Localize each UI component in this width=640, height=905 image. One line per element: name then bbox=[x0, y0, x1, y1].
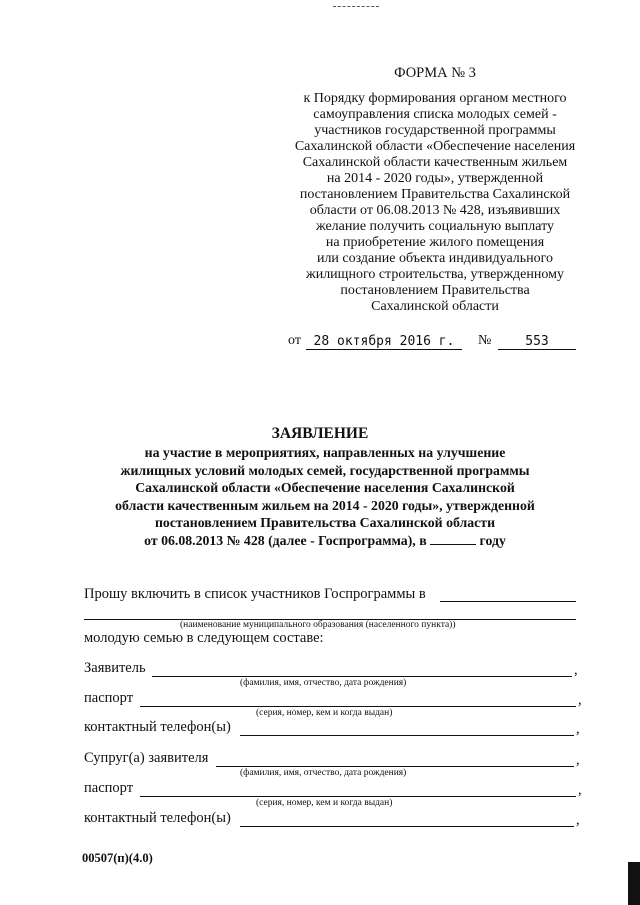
spouse-label: Супруг(а) заявителя bbox=[84, 750, 209, 766]
scan-mark bbox=[333, 6, 379, 7]
preamble-line: желание получить социальную выплату bbox=[315, 219, 555, 234]
preamble-line: жилищного строительства, утвержденному bbox=[306, 267, 564, 282]
family-text: молодую семью в следующем составе: bbox=[84, 630, 324, 646]
order-from-label: от bbox=[288, 333, 301, 348]
form-title: ФОРМА № 3 bbox=[394, 65, 476, 81]
order-date: 28 октября 2016 г. bbox=[306, 334, 462, 350]
preamble-line: участников государственной программы bbox=[314, 123, 556, 138]
preamble bbox=[283, 91, 587, 315]
preamble-line: постановлением Правительства Сахалинской bbox=[299, 187, 571, 202]
applicant-field-line[interactable] bbox=[152, 676, 572, 677]
preamble-line: Сахалинской области «Обеспечение населения bbox=[294, 139, 576, 154]
applicant-comma: , bbox=[574, 662, 578, 678]
order-number-label: № bbox=[478, 333, 492, 348]
applicant-hint: (фамилия, имя, отчество, дата рождения) bbox=[240, 678, 407, 688]
phone-comma-2: , bbox=[576, 812, 580, 828]
application-subtitle bbox=[60, 444, 590, 549]
order-number: 553 bbox=[498, 334, 576, 350]
subtitle-last-line bbox=[60, 532, 590, 550]
application-title: ЗАЯВЛЕНИЕ bbox=[271, 425, 369, 442]
subtitle-line: постановлением Правительства Сахалинской области bbox=[154, 515, 496, 530]
phone-field-line-2[interactable] bbox=[240, 826, 574, 827]
preamble-line: постановлением Правительства bbox=[340, 283, 530, 298]
preamble-line: на 2014 - 2020 годы», утвержденной bbox=[326, 171, 544, 186]
subtitle-line: на участие в мероприятиях, направленных на улучшение bbox=[144, 445, 506, 460]
subtitle-last-end: году bbox=[479, 532, 506, 548]
passport-field-line-1[interactable] bbox=[140, 706, 576, 707]
phone-label-1: контактный телефон(ы) bbox=[84, 719, 231, 735]
subtitle-line: области качественным жильем на 2014 - 2020 годы», утвержденной bbox=[115, 497, 535, 513]
preamble-line: на приобретение жилого помещения bbox=[325, 235, 545, 250]
request-text: Прошу включить в список участников Госпрограммы в bbox=[84, 586, 426, 602]
passport-label-2: паспорт bbox=[84, 780, 134, 796]
phone-comma-1: , bbox=[576, 721, 580, 737]
subtitle-last-start: от 06.08.2013 № 428 (далее - Госпрограмма), в bbox=[144, 532, 427, 548]
order-reference bbox=[288, 333, 588, 353]
preamble-line: Сахалинской области bbox=[371, 299, 499, 314]
preamble-line: самоуправления списка молодых семей - bbox=[313, 107, 557, 122]
footer-code: 00507(п)(4.0) bbox=[82, 851, 153, 865]
preamble-line: Сахалинской области качественным жильем bbox=[302, 155, 568, 170]
spouse-comma: , bbox=[576, 752, 580, 768]
passport-label-1: паспорт bbox=[84, 690, 134, 706]
scan-edge-bar bbox=[628, 862, 640, 905]
applicant-label: Заявитель bbox=[84, 660, 146, 676]
year-blank[interactable] bbox=[430, 544, 476, 545]
passport-field-line-2[interactable] bbox=[140, 796, 576, 797]
spouse-field-line[interactable] bbox=[216, 766, 574, 767]
passport-comma-1: , bbox=[578, 692, 582, 708]
preamble-line: к Порядку формирования органом местного bbox=[303, 91, 567, 106]
spouse-hint: (фамилия, имя, отчество, дата рождения) bbox=[240, 768, 407, 778]
year-field-line[interactable] bbox=[440, 601, 576, 602]
subtitle-line: Сахалинской области «Обеспечение населения Сахалинской bbox=[135, 480, 515, 495]
phone-label-2: контактный телефон(ы) bbox=[84, 810, 231, 826]
passport-comma-2: , bbox=[578, 782, 582, 798]
municipality-hint: (наименование муниципального образования (населенного пункта)) bbox=[180, 620, 456, 630]
preamble-line: области от 06.08.2013 № 428, изъявивших bbox=[309, 203, 561, 218]
phone-field-line-1[interactable] bbox=[240, 735, 574, 736]
passport-hint-2: (серия, номер, кем и когда выдан) bbox=[256, 798, 393, 808]
preamble-line: или создание объекта индивидуального bbox=[316, 251, 554, 266]
passport-hint-1: (серия, номер, кем и когда выдан) bbox=[256, 708, 393, 718]
subtitle-line: жилищных условий молодых семей, государственной программы bbox=[120, 462, 530, 478]
